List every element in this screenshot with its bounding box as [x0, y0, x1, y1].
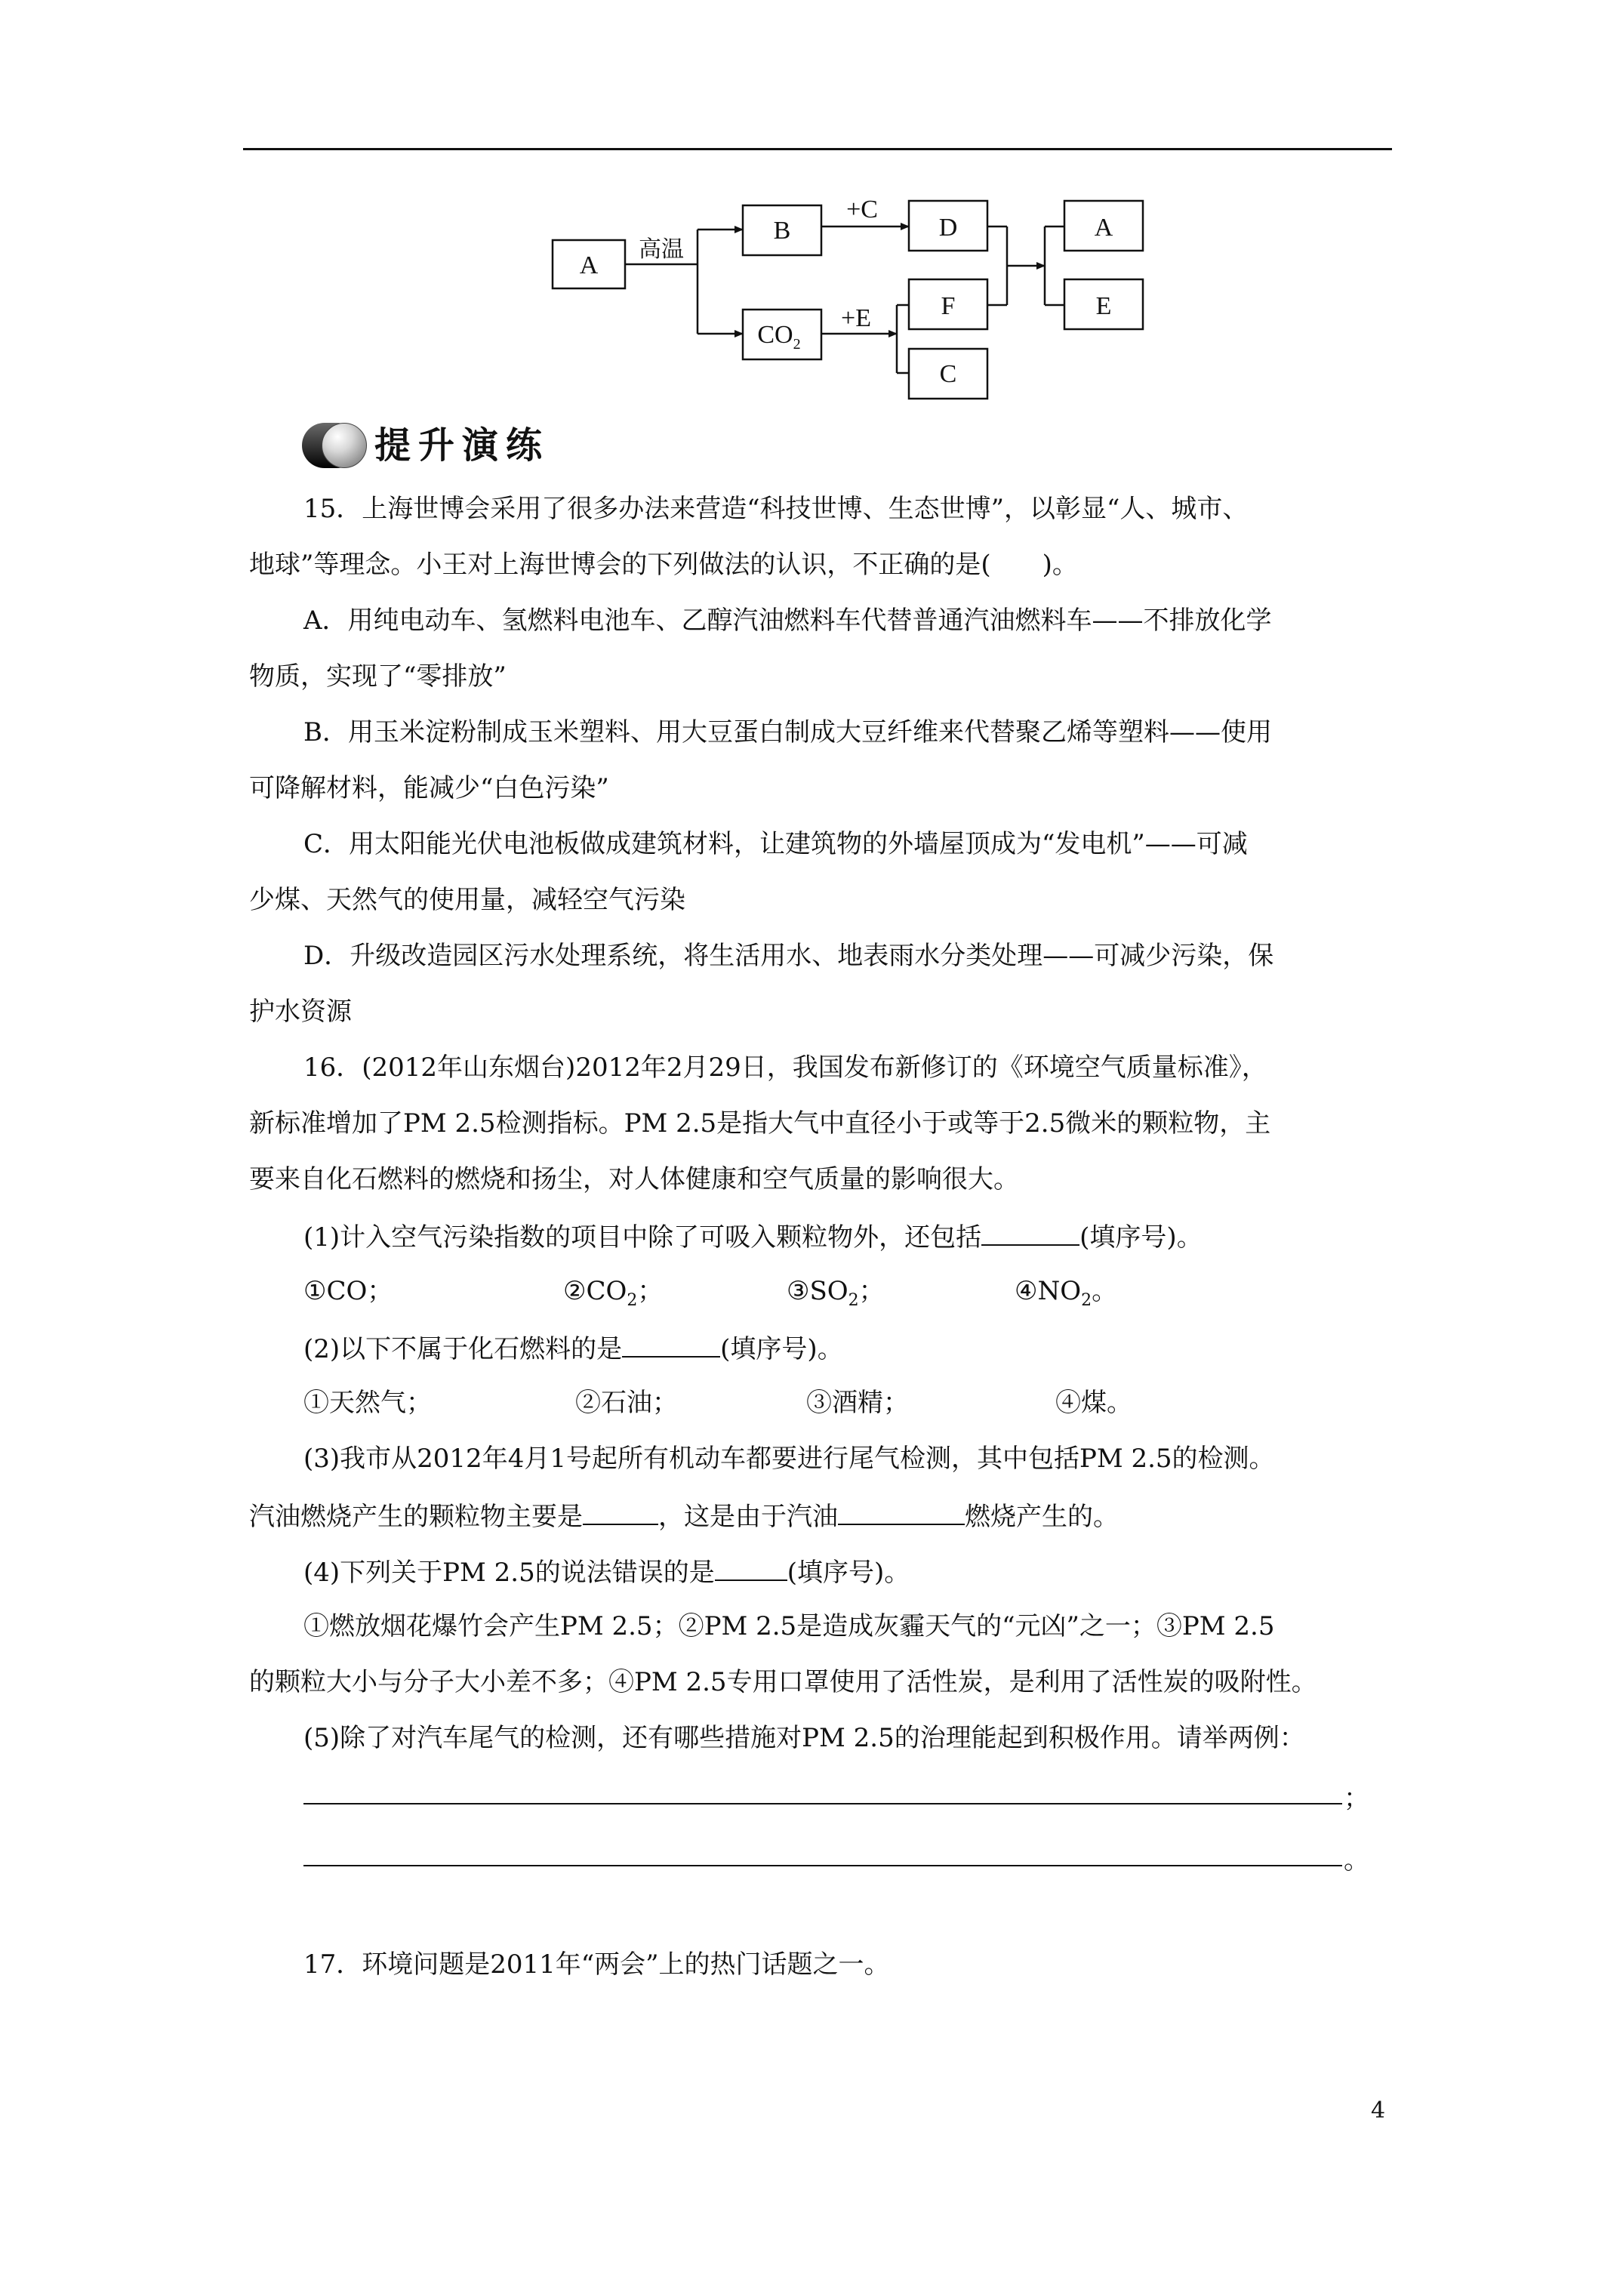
q16-part4-line2: ①燃放烟花爆竹会产生PM 2.5；②PM 2.5是造成灰霾天气的“元凶”之一；③PM 2.5 — [303, 1611, 1275, 1641]
q16-answer-line1[interactable] — [303, 1803, 1342, 1804]
label-a-left: A — [579, 251, 599, 279]
label-plus-c: +C — [846, 196, 878, 223]
q16-part3-blank1[interactable] — [583, 1498, 658, 1525]
q16-part2 — [303, 1330, 843, 1366]
q16-part1-post: (填序号)。 — [1079, 1222, 1203, 1253]
q15-option-a-line2: 物质，实现了“零排放” — [249, 661, 507, 692]
section-title: 提升演练 — [374, 424, 550, 467]
q15-option-b-line2: 可降解材料，能减少“白色污染” — [249, 773, 609, 803]
q16-part2-blank[interactable] — [622, 1330, 720, 1358]
q15-option-b-line1: B．用玉米淀粉制成玉米塑料、用大豆蛋白制成大豆纤维来代替聚乙烯等塑料——使用 — [303, 717, 1272, 747]
q15-stem-line2: 地球”等理念。小王对上海世博会的下列做法的认识，不正确的是( )。 — [249, 550, 1078, 580]
label-c: C — [939, 360, 957, 388]
label-high-temp: 高温 — [639, 237, 684, 262]
q16-part3-line2: 汽油燃烧产生的颗粒物主要是 ，这是由于汽油 燃烧产生的。 — [249, 1498, 1119, 1533]
q16-part2-pre: (2)以下不属于化石燃料的是 — [303, 1334, 623, 1364]
page-number: 4 — [1371, 2097, 1386, 2124]
q16-part1-opt4: $④NO_2$。 — [1015, 1276, 1118, 1310]
q16-part3-line1: (3)我市从2012年4月1号起所有机动车都要进行尾气检测，其中包括PM 2.5的检测。 — [303, 1444, 1275, 1474]
q16-part1-opt1: ①CO； — [303, 1276, 393, 1306]
section-header — [302, 420, 559, 471]
label-f: F — [941, 292, 956, 320]
q16-stem-line3: 要来自化石燃料的燃烧和扬尘，对人体健康和空气质量的影响很大。 — [249, 1164, 1019, 1194]
q16-part4-blank[interactable] — [715, 1554, 787, 1581]
q16-part1-opt2: $②CO_2$； — [563, 1276, 664, 1310]
label-d: D — [938, 214, 958, 242]
q16-part3-blank2[interactable] — [838, 1498, 965, 1525]
q16-stem-line2: 新标准增加了PM 2.5检测指标。PM 2.5是指大气中直径小于或等于2.5微米的颗粒物，主 — [249, 1108, 1271, 1139]
q16-answer-line1-end: ； — [1344, 1783, 1369, 1814]
label-a-right: A — [1094, 214, 1113, 242]
q16-stem-line1: 16．(2012年山东烟台)2012年2月29日，我国发布新修订的《环境空气质量标准》， — [303, 1052, 1267, 1083]
q16-part4-line1: (4)下列关于PM 2.5的说法错误的是 (填序号)。 — [303, 1554, 910, 1589]
q16-part2-opt3: ③酒精； — [806, 1388, 909, 1418]
q15-stem-line1: 15．上海世博会采用了很多办法来营造“科技世博、生态世博”，以彰显“人、城市、 — [303, 494, 1249, 524]
label-plus-e: +E — [841, 304, 871, 332]
q16-answer-line2[interactable] — [303, 1865, 1342, 1866]
q15-option-d-line2: 护水资源 — [249, 997, 352, 1027]
q17-stem: 17．环境问题是2011年“两会”上的热门话题之一。 — [303, 1949, 890, 1980]
q16-part2-opt2: ②石油； — [575, 1388, 678, 1418]
q16-part1-pre: (1)计入空气污染指数的项目中除了可吸入颗粒物外，还包括 — [303, 1222, 982, 1253]
section-ball-icon — [322, 423, 367, 468]
q15-option-d-line1: D．升级改造园区污水处理系统，将生活用水、地表雨水分类处理——可减少污染，保 — [303, 941, 1274, 971]
q16-part2-opt4: ④煤。 — [1055, 1388, 1132, 1418]
q15-option-c-line2: 少煤、天然气的使用量，减轻空气污染 — [249, 885, 685, 915]
q16-part2-post: (填序号)。 — [720, 1334, 843, 1364]
q15-option-c-line1: C．用太阳能光伏电池板做成建筑材料，让建筑物的外墙屋顶成为“发电机”——可减 — [303, 829, 1248, 859]
q16-part2-opt1: ①天然气； — [303, 1388, 432, 1418]
label-co2: $CO_2$ — [757, 321, 801, 353]
q16-part5: (5)除了对汽车尾气的检测，还有哪些措施对PM 2.5的治理能起到积极作用。请举两例： — [303, 1723, 1305, 1753]
q16-part4-line3: 的颗粒大小与分子大小差不多；④PM 2.5专用口罩使用了活性炭，是利用了活性炭的吸附性。 — [249, 1667, 1317, 1697]
q16-part1 — [303, 1219, 1203, 1254]
label-e: E — [1095, 292, 1112, 320]
q16-part1-opt3: $③SO_2$； — [787, 1276, 885, 1310]
q16-answer-line2-end: 。 — [1344, 1845, 1369, 1875]
q16-part1-blank[interactable] — [981, 1219, 1079, 1246]
flow-diagram — [0, 0, 1623, 423]
q15-option-a-line1: A．用纯电动车、氢燃料电池车、乙醇汽油燃料车代替普通汽油燃料车——不排放化学 — [303, 606, 1272, 636]
label-b: B — [773, 217, 791, 245]
